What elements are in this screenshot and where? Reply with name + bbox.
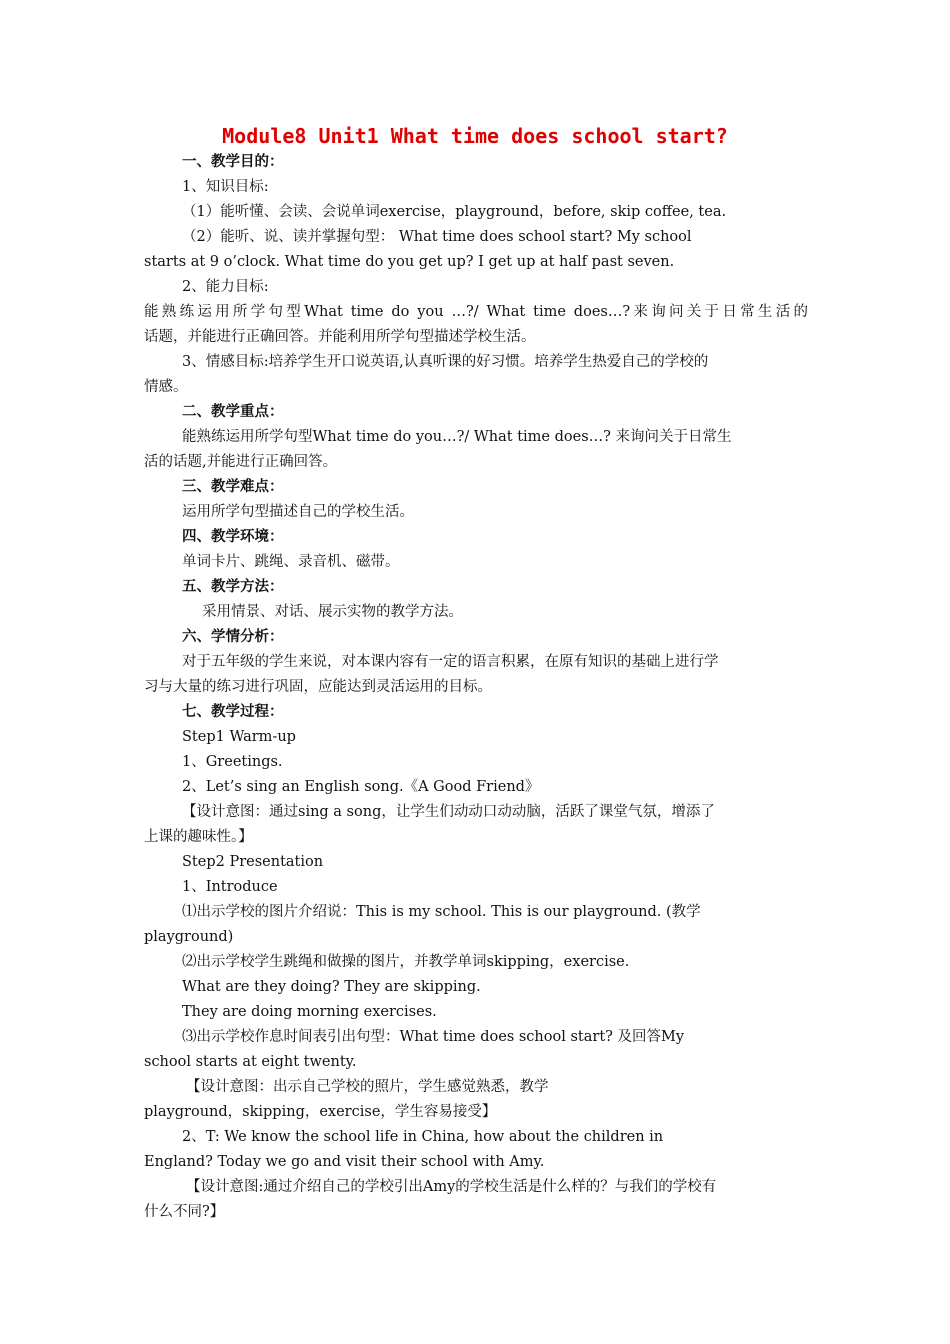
text-line: 情感。: [144, 379, 188, 395]
text-line: （1）能听懂、会读、会说单词exercise，playground，before, skip coffee, tea.: [182, 204, 727, 220]
text-line: 什么不同?】: [144, 1204, 225, 1220]
text-line: ⑴出示学校的图片介绍说：This is my school. This is our playground. (教学: [182, 904, 701, 920]
text-line: school starts at eight twenty.: [144, 1054, 357, 1070]
text-line: 【设计意图:通过介绍自己的学校引出Amy的学校生活是什么样的？与我们的学校有: [186, 1179, 717, 1195]
text-line: They are doing morning exercises.: [182, 1004, 437, 1020]
text-line: Step2 Presentation: [182, 854, 324, 870]
document-body: [144, 150, 808, 1225]
section-heading: 五、教学方法：: [182, 579, 284, 595]
text-line: 采用情景、对话、展示实物的教学方法。: [202, 604, 463, 620]
text-line: Step1 Warm-up: [182, 729, 296, 745]
text-line: 3、情感目标:培养学生开口说英语,认真听课的好习惯。培养学生热爱自己的学校的: [182, 354, 709, 370]
text-line: 1、Greetings.: [182, 754, 283, 770]
section-heading: 一、教学目的：: [182, 154, 284, 170]
text-line: 活的话题,并能进行正确回答。: [144, 454, 338, 470]
text-line: England? Today we go and visit their school with Amy.: [144, 1154, 545, 1170]
text-line: 2、T: We know the school life in China, how about the children in: [182, 1129, 664, 1145]
text-line: 话题，并能进行正确回答。并能利用所学句型描述学校生活。: [144, 329, 536, 345]
text-line: 1、知识目标:: [182, 179, 269, 195]
text-line: 能熟练运用所学句型What time do you…?/ What time does…? 来询问关于日常生: [182, 429, 732, 445]
text-line: playground，skipping，exercise，学生容易接受】: [144, 1104, 497, 1120]
text-line: （2）能听、说、读并掌握句型： What time does school start? My school: [182, 229, 692, 245]
text-line: 对于五年级的学生来说，对本课内容有一定的语言积累，在原有知识的基础上进行学: [182, 654, 719, 670]
text-line: ⑶出示学校作息时间表引出句型：What time does school start? 及回答My: [182, 1029, 685, 1045]
text-line: 上课的趣味性。】: [144, 829, 253, 845]
section-heading: 二、教学重点：: [182, 404, 284, 420]
text-line: starts at 9 o’clock. What time do you get up? I get up at half past seven.: [144, 254, 675, 270]
text-line: 运用所学句型描述自己的学校生活。: [182, 504, 414, 520]
section-heading: 三、教学难点：: [182, 479, 284, 495]
text-line: 1、Introduce: [182, 879, 278, 895]
text-line: 2、Let’s sing an English song.《A Good Friend》: [182, 779, 540, 795]
text-line: 习与大量的练习进行巩固，应能达到灵活运用的目标。: [144, 679, 492, 695]
text-line: 【设计意图：通过sing a song，让学生们动动口动动脑，活跃了课堂气氛，增添了: [182, 804, 715, 820]
section-heading: 七、教学过程：: [182, 704, 284, 720]
text-line: 2、能力目标:: [182, 279, 269, 295]
text-line: playground): [144, 929, 234, 945]
text-line: What are they doing? They are skipping.: [182, 979, 481, 995]
text-line: ⑵出示学校学生跳绳和做操的图片，并教学单词skipping，exercise.: [182, 954, 630, 970]
section-heading: 四、教学环境：: [182, 529, 284, 545]
text-line: 能熟练运用所学句型What time do you …?/ What time does…?来询问关于日常生活的: [144, 304, 808, 320]
document-title: Module8 Unit1 What time does school start?: [222, 124, 728, 148]
section-heading: 六、学情分析：: [182, 629, 284, 645]
text-line: 单词卡片、跳绳、录音机、磁带。: [182, 554, 400, 570]
text-line: 【设计意图：出示自己学校的照片，学生感觉熟悉，教学: [186, 1079, 549, 1095]
